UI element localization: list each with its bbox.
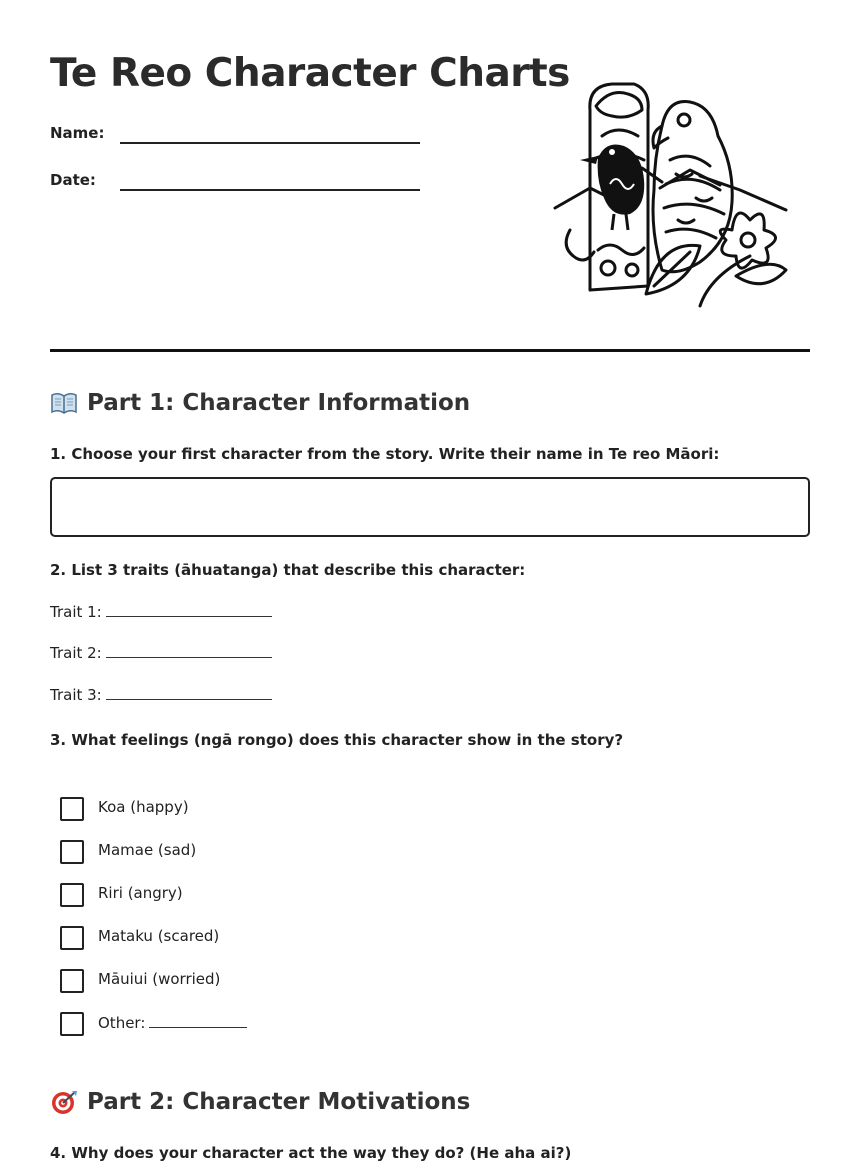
trait-row[interactable] (50, 643, 272, 663)
feeling-label: Māuiui (worried) (98, 970, 221, 988)
header-divider (50, 349, 810, 352)
part1-heading-text: Part 1: Character Information (87, 390, 471, 416)
question-3: 3. What feelings (ngā rongo) does this character show in the story? (50, 731, 624, 749)
question-4: 4. Why does your character act the way they do? (He aha ai?) (50, 1144, 572, 1162)
name-input-line[interactable] (120, 142, 420, 144)
maori-carving-birds-illustration (550, 80, 790, 312)
trait-label: Trait 3: (50, 686, 102, 704)
feeling-checkbox[interactable] (60, 926, 84, 950)
feeling-label: Riri (angry) (98, 884, 183, 902)
feeling-checkbox[interactable] (60, 969, 84, 993)
trait-row[interactable] (50, 685, 272, 705)
part2-heading (50, 1087, 470, 1117)
feeling-option-other[interactable] (60, 1012, 360, 1036)
trait-label: Trait 1: (50, 603, 102, 621)
trait-label: Trait 2: (50, 644, 102, 662)
part2-heading-text: Part 2: Character Motivations (87, 1089, 471, 1115)
name-label: Name: (50, 124, 105, 142)
name-field[interactable] (50, 118, 430, 148)
feeling-option-mataku[interactable] (60, 926, 360, 950)
other-label: Other: (98, 1014, 146, 1032)
trait-row[interactable] (50, 602, 272, 622)
trait-blank[interactable] (106, 643, 272, 658)
page-title: Te Reo Character Charts (50, 51, 570, 96)
feeling-checkbox[interactable] (60, 797, 84, 821)
trait-blank[interactable] (106, 602, 272, 617)
target-dart-icon (50, 1089, 78, 1115)
other-blank[interactable] (149, 1013, 247, 1028)
character-name-input[interactable] (50, 477, 810, 537)
trait-blank[interactable] (106, 685, 272, 700)
date-input-line[interactable] (120, 189, 420, 191)
feeling-label: Koa (happy) (98, 798, 189, 816)
feeling-label (98, 1013, 247, 1032)
feeling-option-mamae[interactable] (60, 840, 360, 864)
feeling-option-koa[interactable] (60, 797, 360, 821)
feeling-checkbox[interactable] (60, 840, 84, 864)
open-book-icon (50, 390, 78, 416)
date-field[interactable] (50, 165, 430, 195)
date-label: Date: (50, 171, 96, 189)
feeling-option-mauiui[interactable] (60, 969, 360, 993)
feeling-label: Mamae (sad) (98, 841, 197, 859)
question-2: 2. List 3 traits (āhuatanga) that describe this character: (50, 561, 526, 579)
part1-heading (50, 388, 470, 418)
feeling-checkbox[interactable] (60, 883, 84, 907)
question-1: 1. Choose your first character from the story. Write their name in Te reo Māori: (50, 445, 720, 463)
feeling-checkbox[interactable] (60, 1012, 84, 1036)
feeling-option-riri[interactable] (60, 883, 360, 907)
feeling-label: Mataku (scared) (98, 927, 220, 945)
